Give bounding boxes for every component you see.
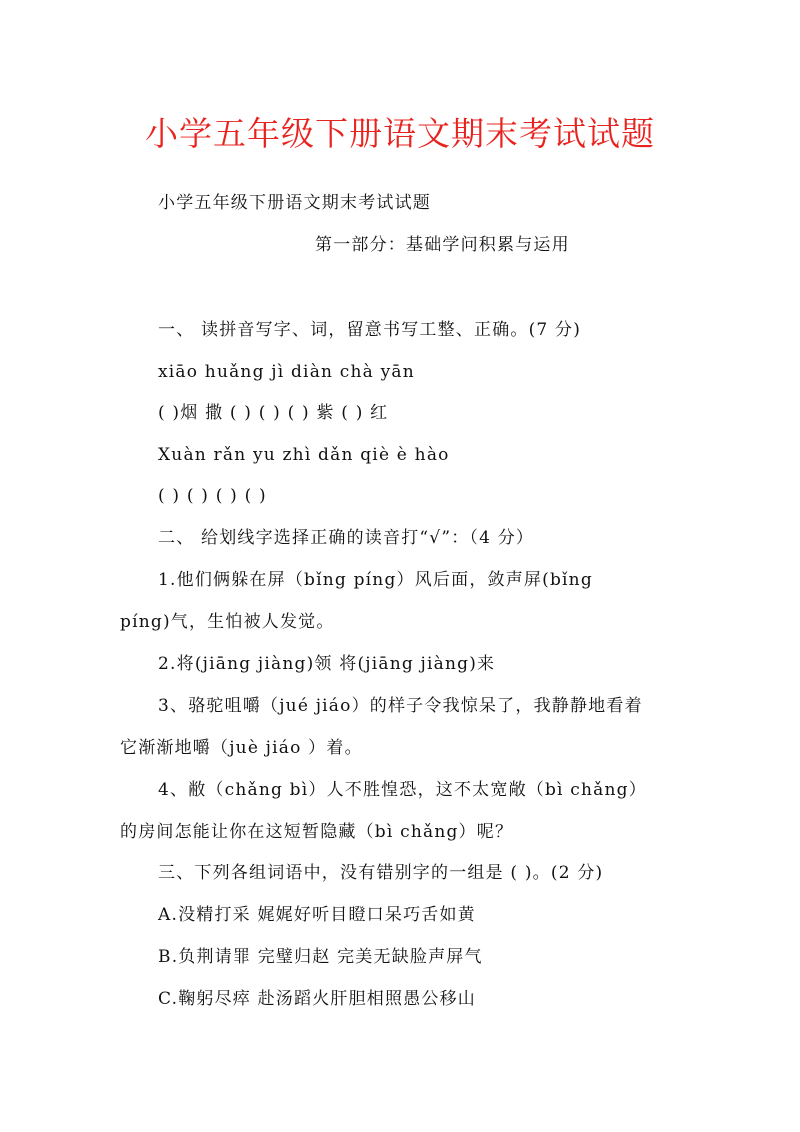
question-2-item-2: 2.将(jiāng jiàng)领 将(jiāng jiàng)来 [158,654,496,674]
question-2-item-1-line-1: 1.他们俩躲在屏（bǐng píng）风后面，敛声屏(bǐng [158,570,593,590]
question-2-item-4-line-1: 4、敝（chǎng bì）人不胜惶恐，这不太宽敞（bì chǎng） [158,780,647,800]
option-b: B.负荆请罪 完璧归赵 完美无缺脸声屏气 [158,947,483,967]
question-2-item-3-line-1: 3、骆驼咀嚼（jué jiáo）的样子令我惊呆了，我静静地看着 [158,696,643,716]
pinyin-line-2: Xuàn rǎn yu zhì dǎn qiè è hào [158,445,450,465]
pinyin-line-1: xiāo huǎng jì diàn chà yān [158,362,415,382]
document-subtitle: 小学五年级下册语文期末考试试题 [158,193,431,213]
option-a: A.没精打采 娓娓好听目瞪口呆巧舌如黄 [158,905,476,925]
part-heading: 第一部分：基础学问积累与运用 [315,235,570,255]
answer-blanks-2: ( ) ( ) ( ) ( ) [158,486,267,506]
question-2-heading: 二、 给划线字选择正确的读音打“√”：（4 分） [158,528,535,548]
document-title: 小学五年级下册语文期末考试试题 [145,114,655,153]
question-2-item-4-line-2: 的房间怎能让你在这短暂隐藏（bì chǎng）呢？ [120,822,514,842]
option-c: C.鞠躬尽瘁 赴汤蹈火肝胆相照愚公移山 [158,989,477,1009]
answer-blanks-1: ( )烟 撒 ( ) ( ) ( ) 紫 ( ) 红 [158,403,389,423]
question-2-item-3-line-2: 它渐渐地嚼（juè jiáo ）着。 [120,738,363,758]
question-1-heading: 一、 读拼音写字、词，留意书写工整、正确。(7 分) [158,320,582,340]
question-2-item-1-line-2: píng)气，生怕被人发觉。 [120,612,335,632]
question-3-heading: 三、下列各组词语中，没有错别字的一组是 ( )。(2 分) [158,863,604,883]
